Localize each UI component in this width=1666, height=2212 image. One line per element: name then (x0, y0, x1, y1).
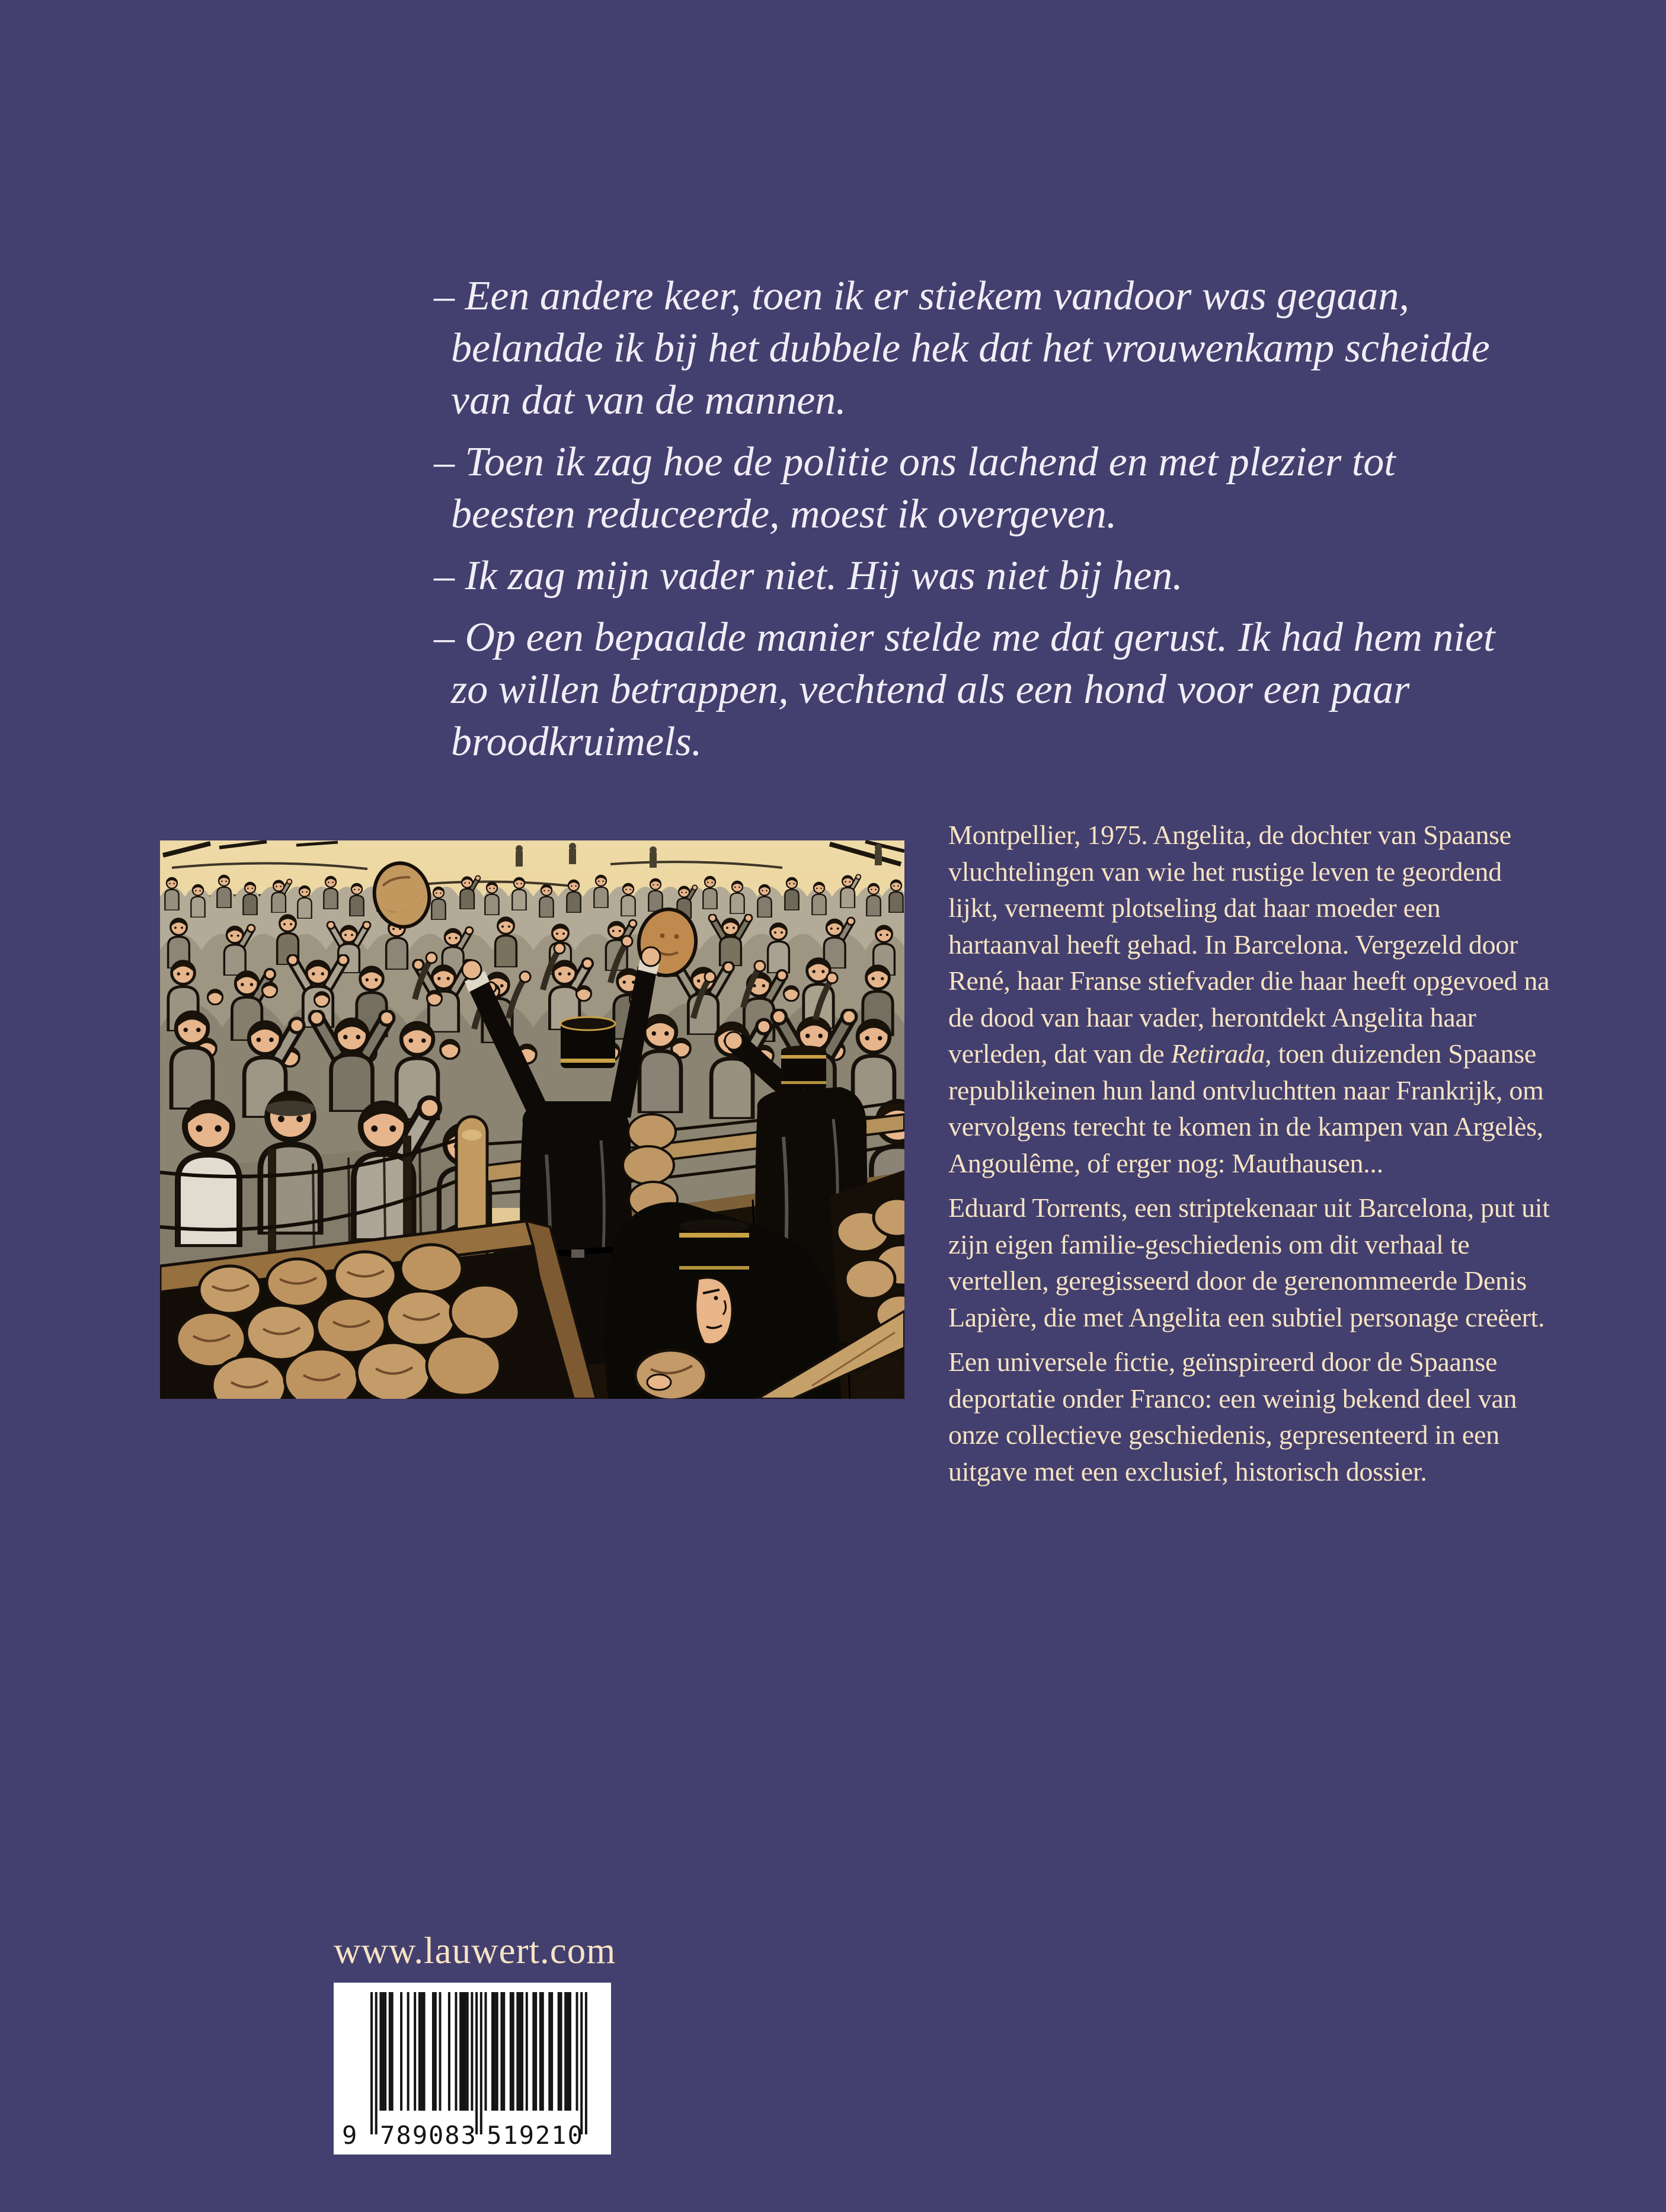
illustration-svg (160, 840, 904, 1399)
synopsis-paragraph (948, 817, 1550, 1181)
quote: – Een andere keer, toen ik er stiekem vandoor was gegaan, belandde ik bij het dubbele hek dat het vrouwenkamp scheidde van dat van de mannen. (434, 273, 1490, 423)
isbn-barcode (334, 1983, 611, 2155)
publisher-website: www.lauwert.com (334, 1930, 616, 1971)
barcode-digits-group2: 519210 (487, 2121, 584, 2150)
barcode-digit-lead: 9 (342, 2121, 357, 2150)
synopsis-block (948, 817, 1550, 1498)
synopsis-paragraph: Eduard Torrents, een striptekenaar uit Barcelona, put uit zijn eigen familie-geschiedenis om dit verhaal te vertellen, geregisseerd door de gerenommeerde Denis Lapière, die met Angelita een subtiel personage creëert. (948, 1193, 1550, 1332)
synopsis-text: , toen duizenden Spaanse republikeinen hun land ontvluchtten naar Frankrijk, om vervolgens terecht te komen in de kampen van Argelès, Angoulême, of erger nog: Mauthausen... (948, 1038, 1544, 1178)
quotes-block (434, 270, 1507, 778)
quote: – Ik zag mijn vader niet. Hij was niet bij hen. (434, 553, 1183, 599)
cover-illustration (160, 840, 904, 1399)
quote: – Op een bepaalde manier stelde me dat gerust. Ik had hem niet zo willen betrappen, vechtend als een hond voor een paar broodkruimels. (434, 615, 1495, 765)
synopsis-text: Montpellier, 1975. Angelita, de dochter van Spaanse vluchtelingen van wie het rustige leven te geordend lijkt, verneemt plotseling dat haar moeder een hartaanval heeft gehad. In Barcelona. Vergezeld door René, haar Franse stiefvader die haar heeft opgevoed na de dood van haar vader, herontdekt Angelita haar verleden, dat van de (948, 820, 1550, 1069)
barcode-digits-group1: 789083 (380, 2121, 477, 2150)
synopsis-italic-term: Retirada (1171, 1038, 1265, 1069)
quote: – Toen ik zag hoe de politie ons lachend en met plezier tot beesten reduceerde, moest ik overgeven. (434, 439, 1396, 537)
synopsis-paragraph: Een universele fictie, geïnspireerd door de Spaanse deportatie onder Franco: een weinig bekend deel van onze collectieve geschiedenis, gepresenteerd in een uitgave met een exclusief, historisch dossier. (948, 1347, 1517, 1487)
